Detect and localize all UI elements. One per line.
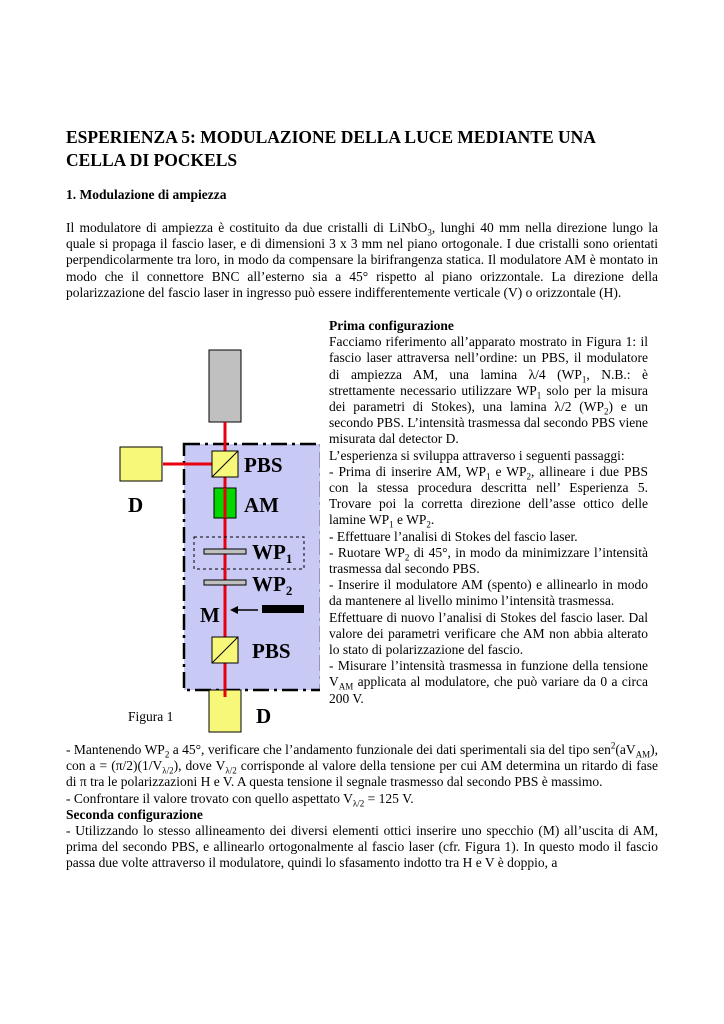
- first-configuration-column: [329, 318, 648, 707]
- intro-paragraph: Il modulatore di ampiezza è costituito da due cristalli di LiNbO$_3$, lunghi 40 mm nella direzione lungo la quale si propaga il fascio laser, e di dimensioni 3 x 3 mm nel piano ortogonale. I due cristalli sono orientati perpendicolarmente tra loro, in modo da compensare la birifrangenza statica. Il modulatore AM è montato in modo che il connettore BNC all’esterno sia a 45° rispetto al piano orizzontale. La direzione della polarizzazione del fascio laser in ingresso può essere indifferentemente verticale (V) o orizzontale (H).: [66, 220, 658, 300]
- pbs-top-label: PBS: [244, 453, 283, 477]
- step-rotate: - Ruotare $WP_2$ di 45°, in modo da minimizzare l’intensità trasmessa dal secondo PBS.: [329, 544, 648, 577]
- wp2-plate: [204, 580, 246, 585]
- bullet-mirror: - Utilizzando lo stesso allineamento dei diversi elementi ottici inserire uno specchio (M) all’uscita di AM, prima del secondo PBS, e allinearlo ortogonalmente al fascio laser (cfr. Figura 1). In questo modo il fascio passa due volte attraverso il modulatore, quindi lo sfasamento indotto tra H e V è doppio, a: [66, 823, 658, 871]
- detector-left: [120, 447, 162, 481]
- bullet-compare: - Confrontare il valore trovato con quello aspettato $V_{\lambda/2} = 125$ V.: [66, 790, 414, 809]
- section-heading: 1. Modulazione di ampiezza: [66, 187, 227, 202]
- detector-bottom-label: D: [256, 704, 272, 728]
- figure-caption: Figura 1: [128, 709, 174, 724]
- pbs-bottom-label: PBS: [252, 639, 291, 663]
- first-config-heading: Prima configurazione: [329, 318, 454, 333]
- continuation-text: [66, 742, 658, 872]
- am-label: AM: [244, 493, 279, 517]
- step-stokes-again: Effettuare di nuovo l’analisi di Stokes del fascio laser. Dal valore dei parametri verificare che AM non abbia alterato lo stato di polarizzazione del fascio.: [329, 609, 648, 658]
- second-config-heading: Seconda configurazione: [66, 806, 203, 822]
- bullet-fit: - Mantenendo $WP_2$ a 45°, verificare che l’andamento funzionale dei dati sperimentali sia del tipo $sen^2(aV_{AM})$, con $a = (\pi/2)(1/V_{\lambda/2})$, dove $V_{\lambda/2}$ corrisponde al valore della tensione per cui AM determina un ritardo di fase di π tra le polarizzazioni H e V. A questa tensione il segnale trasmesso dal secondo PBS è massimo.: [66, 740, 659, 790]
- figure-1-diagram: [110, 340, 320, 740]
- page-title: ESPERIENZA 5: MODULAZIONE DELLA LUCE MEDIANTE UNA CELLA DI POCKELS: [66, 127, 595, 170]
- mirror: [262, 605, 304, 613]
- wp1-label: WP1: [252, 540, 293, 566]
- first-config-paragraph: Facciamo riferimento all’apparato mostrato in Figura 1: il fascio laser attraversa nell’ordine: un PBS, il modulatore di ampiezza AM, una lamina λ/4 ($WP_1$, N.B.: è strettamente necessario utilizzare $WP_1$ solo per la misura dei parametri di Stokes), una lamina λ/2 $(WP_2)$ e un secondo PBS. L’intensità trasmessa dal secondo PBS viene misurata dal detector D.: [329, 334, 648, 447]
- step-measure: - Misurare l’intensità trasmessa in funzione della tensione $V_{AM}$ applicata al modulatore, che può variare da 0 a circa 200 V.: [329, 658, 648, 706]
- detector-left-label: D: [128, 493, 144, 517]
- step-align: - Prima di inserire AM, $WP_1$ e $WP_2$, allineare i due PBS con la stessa procedura descritta nell’ Esperienza 5. Trovare poi la corretta direzione dell’asse ottico delle lamine $WP_1$ e $WP_2$.: [329, 463, 649, 531]
- mirror-label: M: [200, 603, 220, 627]
- laser-source: [209, 350, 241, 422]
- step-stokes: - Effettuare l’analisi di Stokes del fascio laser.: [329, 528, 578, 544]
- steps-intro: L’esperienza si sviluppa attraverso i seguenti passaggi:: [329, 447, 625, 463]
- wp2-label: WP2: [252, 572, 293, 598]
- wp1-plate: [204, 549, 246, 554]
- step-insert-am: - Inserire il modulatore AM (spento) e allinearlo in modo da mantenere al livello minimo l’intensità trasmessa.: [329, 577, 648, 609]
